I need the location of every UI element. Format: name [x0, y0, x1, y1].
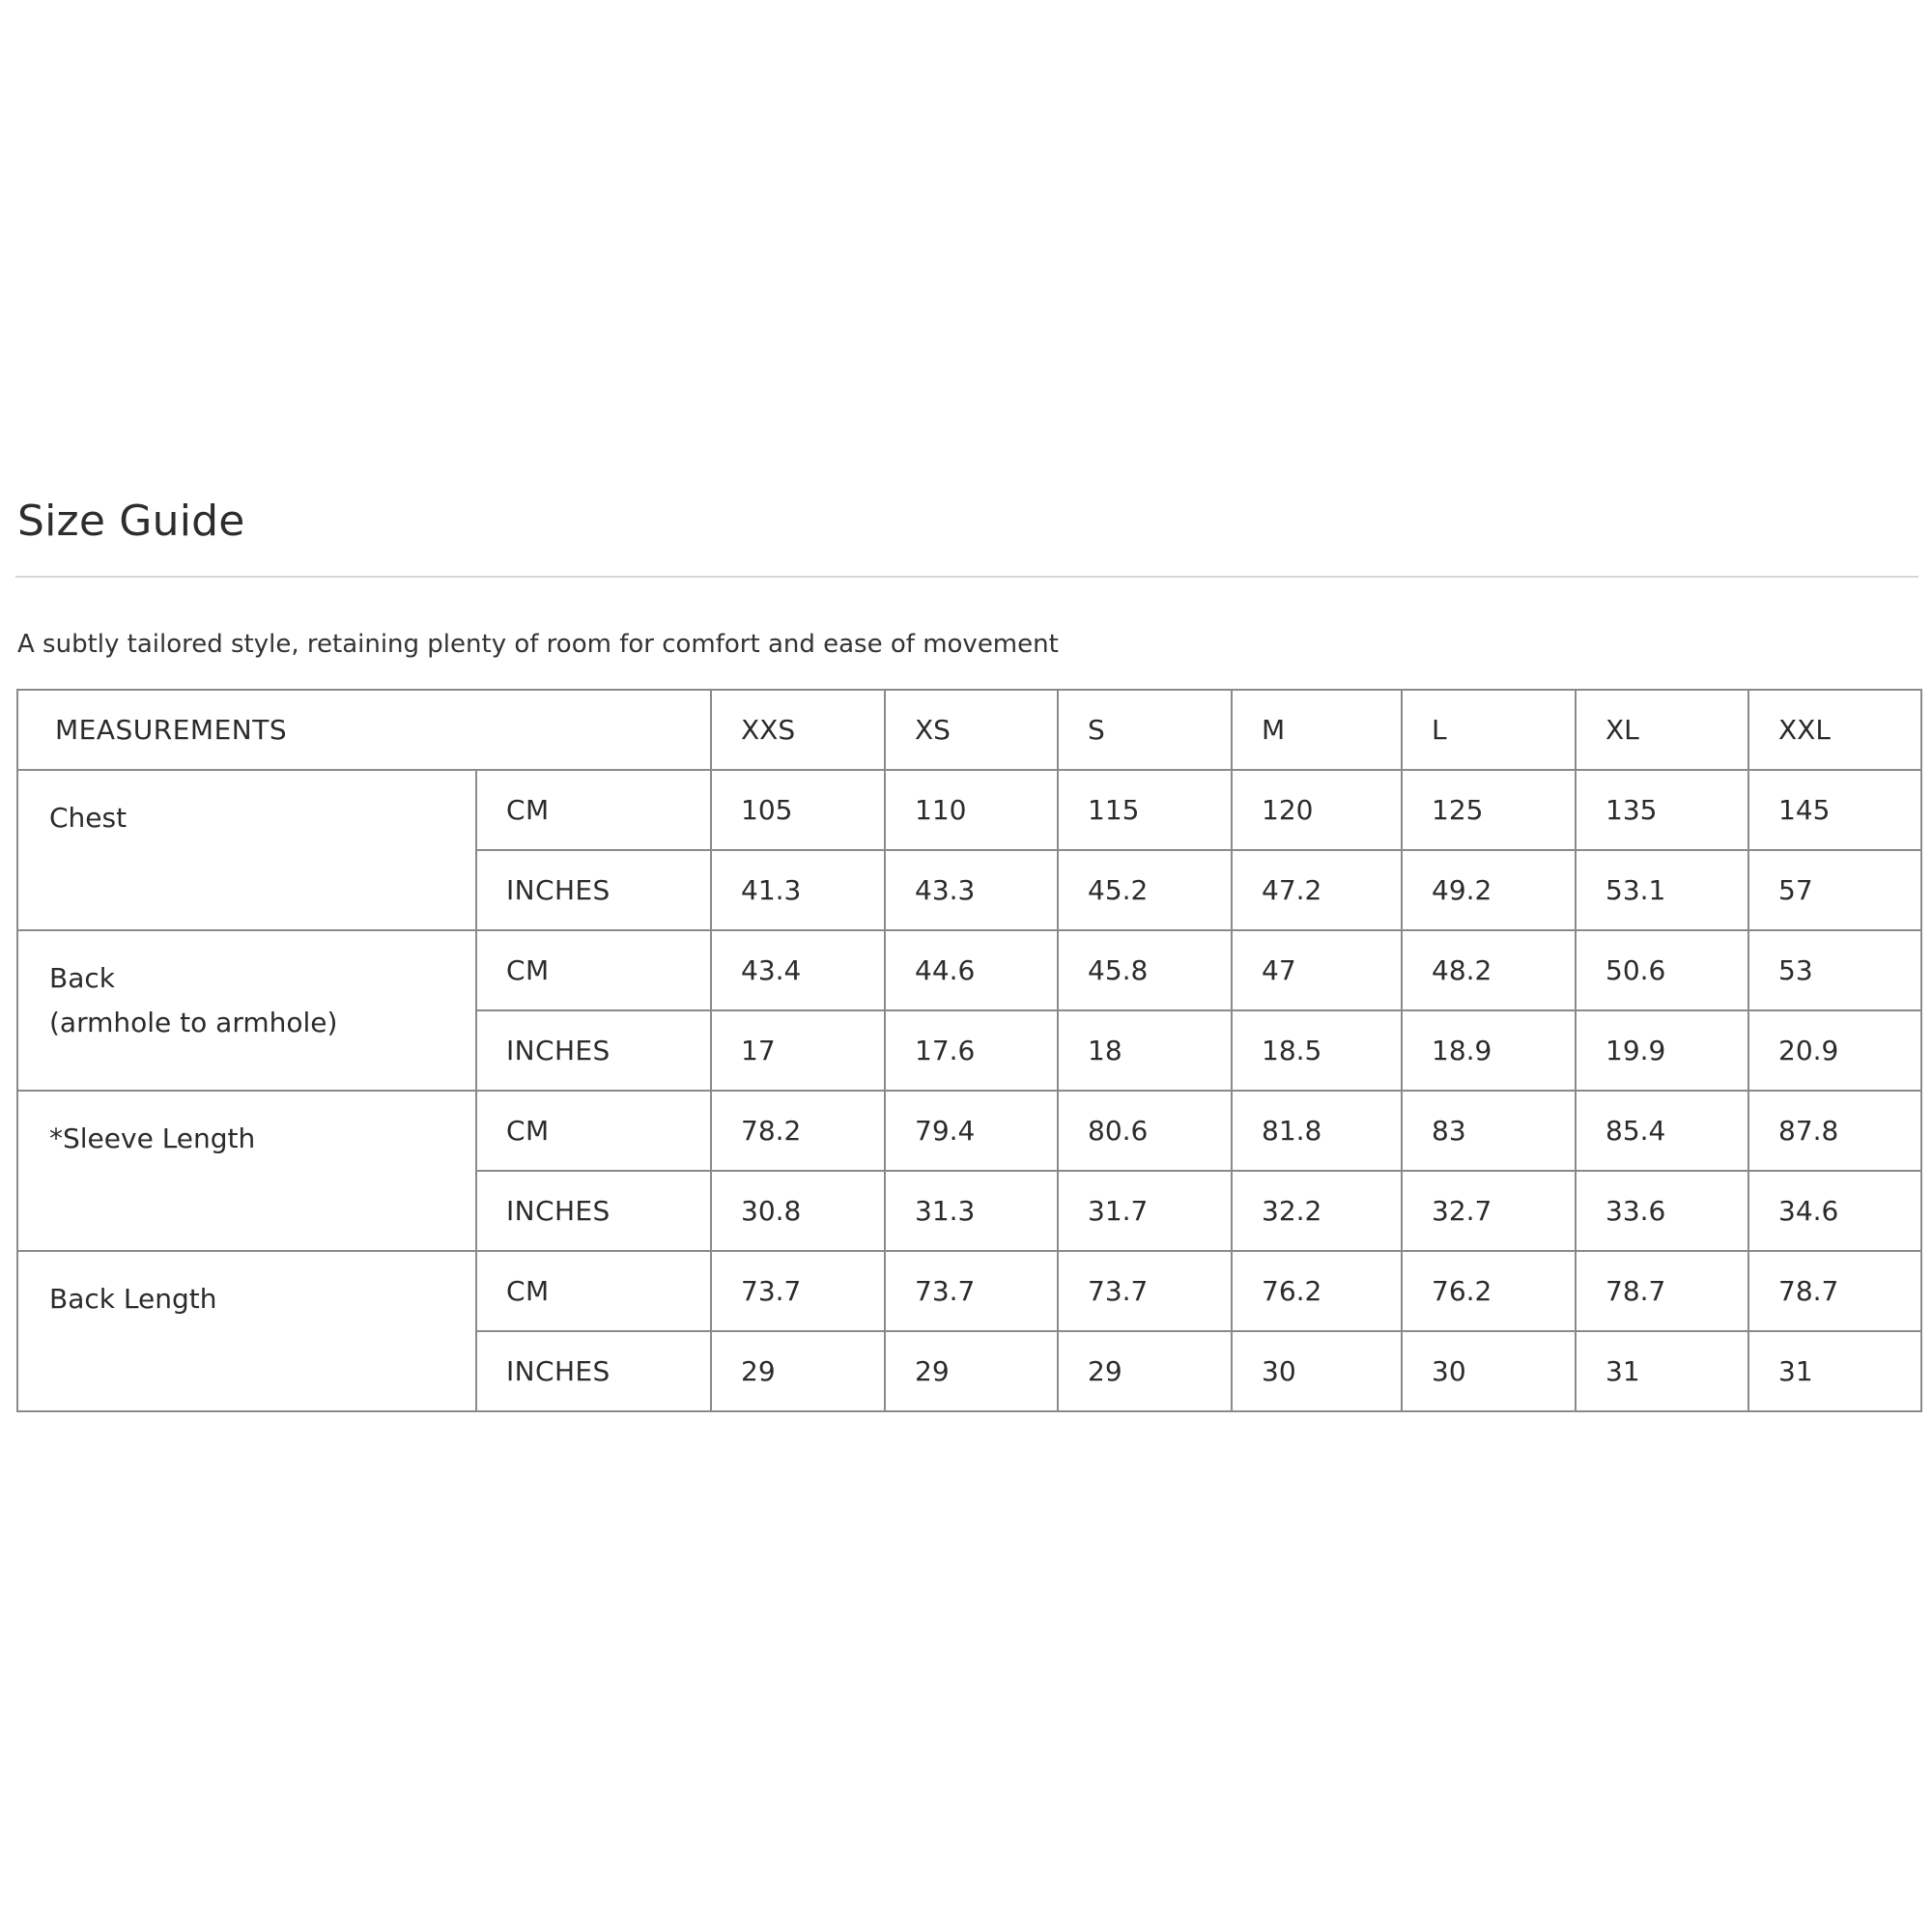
value-cell: 20.9 [1748, 1010, 1921, 1091]
value-cell: 30 [1402, 1331, 1576, 1411]
value-cell: 31.7 [1058, 1171, 1232, 1251]
value-cell: 17 [711, 1010, 885, 1091]
value-cell: 73.7 [711, 1251, 885, 1331]
value-cell: 41.3 [711, 850, 885, 930]
value-cell: 73.7 [1058, 1251, 1232, 1331]
size-header-xs: XS [885, 690, 1058, 770]
value-cell: 135 [1576, 770, 1748, 850]
value-cell: 44.6 [885, 930, 1058, 1010]
table-body [17, 770, 1921, 1411]
measurement-name: *Sleeve Length [49, 1122, 256, 1154]
size-header-xxl: XXL [1748, 690, 1921, 770]
value-cell: 31 [1748, 1331, 1921, 1411]
value-cell: 43.3 [885, 850, 1058, 930]
value-cell: 49.2 [1402, 850, 1576, 930]
measurement-name: Chest [49, 802, 128, 834]
value-cell: 48.2 [1402, 930, 1576, 1010]
value-cell: 125 [1402, 770, 1576, 850]
title-divider [15, 576, 1918, 578]
value-cell: 30 [1232, 1331, 1402, 1411]
measurement-label-sleeve-length [17, 1091, 476, 1251]
value-cell: 78.7 [1748, 1251, 1921, 1331]
measurements-header: MEASUREMENTS [17, 690, 711, 770]
value-cell: 47 [1232, 930, 1402, 1010]
value-cell: 31.3 [885, 1171, 1058, 1251]
value-cell: 76.2 [1402, 1251, 1576, 1331]
size-header-xxs: XXS [711, 690, 885, 770]
measurement-name: Back Length [49, 1283, 217, 1315]
unit-cell: CM [476, 930, 711, 1010]
value-cell: 43.4 [711, 930, 885, 1010]
value-cell: 53 [1748, 930, 1921, 1010]
value-cell: 53.1 [1576, 850, 1748, 930]
table-row [17, 770, 1921, 850]
value-cell: 31 [1576, 1331, 1748, 1411]
measurement-label-chest [17, 770, 476, 930]
table-row [17, 1091, 1921, 1171]
unit-cell: CM [476, 1091, 711, 1171]
value-cell: 110 [885, 770, 1058, 850]
value-cell: 32.2 [1232, 1171, 1402, 1251]
value-cell: 29 [711, 1331, 885, 1411]
value-cell: 30.8 [711, 1171, 885, 1251]
unit-cell: CM [476, 770, 711, 850]
value-cell: 85.4 [1576, 1091, 1748, 1171]
value-cell: 78.7 [1576, 1251, 1748, 1331]
value-cell: 76.2 [1232, 1251, 1402, 1331]
measurement-note: (armhole to armhole) [49, 1007, 338, 1038]
value-cell: 45.2 [1058, 850, 1232, 930]
value-cell: 45.8 [1058, 930, 1232, 1010]
measurement-name: Back [49, 962, 115, 994]
unit-cell: CM [476, 1251, 711, 1331]
size-guide-table [16, 689, 1922, 1412]
size-header-l: L [1402, 690, 1576, 770]
measurement-label-back-length [17, 1251, 476, 1411]
value-cell: 105 [711, 770, 885, 850]
value-cell: 83 [1402, 1091, 1576, 1171]
unit-cell: INCHES [476, 1331, 711, 1411]
value-cell: 18.5 [1232, 1010, 1402, 1091]
value-cell: 120 [1232, 770, 1402, 850]
value-cell: 78.2 [711, 1091, 885, 1171]
page-subtitle: A subtly tailored style, retaining plenty of room for comfort and ease of movement [17, 630, 1059, 659]
value-cell: 17.6 [885, 1010, 1058, 1091]
value-cell: 73.7 [885, 1251, 1058, 1331]
value-cell: 33.6 [1576, 1171, 1748, 1251]
value-cell: 47.2 [1232, 850, 1402, 930]
value-cell: 81.8 [1232, 1091, 1402, 1171]
value-cell: 145 [1748, 770, 1921, 850]
value-cell: 57 [1748, 850, 1921, 930]
page-title: Size Guide [17, 497, 245, 546]
size-header-xl: XL [1576, 690, 1748, 770]
value-cell: 34.6 [1748, 1171, 1921, 1251]
table-row [17, 930, 1921, 1010]
measurement-label-back [17, 930, 476, 1091]
unit-cell: INCHES [476, 1010, 711, 1091]
unit-cell: INCHES [476, 1171, 711, 1251]
value-cell: 19.9 [1576, 1010, 1748, 1091]
value-cell: 18 [1058, 1010, 1232, 1091]
value-cell: 32.7 [1402, 1171, 1576, 1251]
value-cell: 87.8 [1748, 1091, 1921, 1171]
table-row [17, 1251, 1921, 1331]
value-cell: 18.9 [1402, 1010, 1576, 1091]
value-cell: 29 [1058, 1331, 1232, 1411]
value-cell: 115 [1058, 770, 1232, 850]
unit-cell: INCHES [476, 850, 711, 930]
value-cell: 50.6 [1576, 930, 1748, 1010]
value-cell: 29 [885, 1331, 1058, 1411]
table-header-row [17, 690, 1921, 770]
size-header-m: M [1232, 690, 1402, 770]
value-cell: 80.6 [1058, 1091, 1232, 1171]
size-header-s: S [1058, 690, 1232, 770]
value-cell: 79.4 [885, 1091, 1058, 1171]
